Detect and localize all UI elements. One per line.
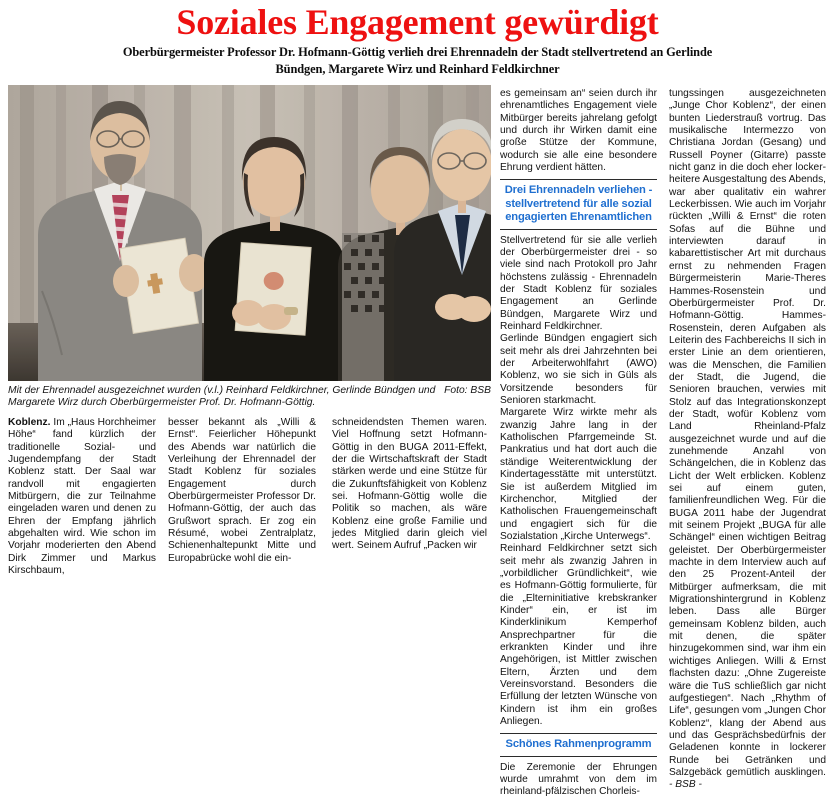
paragraph	[8, 417, 156, 577]
text-column-3	[332, 417, 487, 553]
paragraph: Reinhard Feldkirchner setzt sich seit mehr als zwanzig Jahren in „vorbildlicher Gründlichkeit“, wie es Hofmann-Göttig formulierte, für die „Elterninitiative krebskranker Kinder“ ein, er ist im Kinderklinikum Kemperhof Ansprechpartner für die erkrankten Kinder und ihre Angehörigen, ist Mittler zwischen Eltern, Ärzten und dem Vereinsvorstand. Besonders die Erfüllung der letzten Wünsche von Kindern ist ihm ein großes Anliegen.	[500, 543, 657, 728]
section-heading-rahmenprogramm: Schönes Rahmenprogramm	[500, 733, 657, 756]
section-heading-ehrennadeln: Drei Ehrennadeln verliehen - stellvertretend für alle sozial engagierten Ehrenamtlichen	[500, 179, 657, 229]
column-5-body: tungssingen ausgezeichneten „Junge Chor Koblenz“, der einen bunten Liederstrauß vortrug. Das musikalische Intermezzo von Christiana Jordan (Gesang) und Russell Poyner (Gitarre) passte nicht ganz in die doch eher locker-heitere Ausgestaltung des Abends, war aber qualitativ ein wahrer Leckerbissen. Wie auch im Vorjahr rückten „Willi & Ernst“ die roten Sofas auf die Bühne und interviewten darauf in kabarettistischer Art mit durchaus ernst zu nehmenden Fragen Bürgermeisterin Marie-Theres Hammes-Rosenstein und Oberbürgermeister Prof. Dr. Hofmann-Göttig. Hammes-Rosenstein, deren Aufgaben als Leiterin des Fachbereichs II sich in erster Linie an dem orientieren, was die Menschen, die Familien der Stadt, die Jugend, die Senioren brauchen, verwies mit Stolz auf das Integrationskonzept der Stadt, wofür Koblenz vom Land Rheinland-Pfalz ausgezeichnet wurde und auf die zunehmende Anzahl von Schängelchen, die in Koblenz das Licht der Welt erblicken. Koblenz sei auf einem guten, familienfreundlichen Weg. Für die BUGA 2011 habe der Jugendrat mit seinem Projekt „BUGA für alle Schängel“ einen wichtigen Beitrag geleistet. Der Oberbürgermeister machte in dem Interview auch auf den 25 Prozent-Anteil der Mitbürger aufmerksam, die mit Migrationshintergrund in Koblenz leben. Dass alle Bürger gemeinsam Koblenz bilden, auch mit denen, die später hinzugekommen sind, war ihm ein wichtiges Anliegen. Willi & Ernst flachsten dazu: „Ohne Zugereiste wäre die TuS schließlich gar nicht aufgestiegen“. Nach „Rhythm of Life“, gesungen vom „Jungen Chor Koblenz“, klang der Abend aus und das Gesprächsbedürfnis der Geladenen konnte in lockerer Runde bei Getränken und Salzgebäck gemütlich ausklingen.	[669, 88, 826, 778]
photo-credit: Foto: BSB	[444, 385, 491, 396]
paragraph: schneidendsten Themen waren. Viel Hoffnung setzt Hofmann-Göttig in den BUGA 2011-Effekt, der die Wirtschaftskraft der Stadt stärken werde und eine Stütze für die Zukunftsfähigkeit von Koblenz sei. Hofmann-Göttig wolle die Politik so machen, als wäre Koblenz eine große Familie und jedes Mitglied darin gleich viel wert. Seinem Aufruf „Packen wir	[332, 417, 487, 552]
text-column-4	[500, 88, 657, 799]
paragraph: Die Zeremonie der Ehrungen wurde umrahmt von dem im rheinland-pfälzischen Chorleis-	[500, 761, 657, 798]
article-signoff: - BSB -	[669, 779, 702, 791]
dateline: Koblenz.	[8, 417, 51, 428]
paragraph: Gerlinde Bündgen engagiert sich seit mehr als drei Jahrzehnten bei der Arbeiterwohlfahrt (AWO) Koblenz, wo sie sich in Güls als Vorsitzende besonders für Senioren starkmacht.	[500, 333, 657, 407]
paragraph: Stellvertretend für sie alle verlieh der Oberbürgermeister drei - so viele sind nach Protokoll pro Jahr höchstens zulässig - Ehrennadeln der Stadt Koblenz für soziales Engagement an Gerlinde Bündgen, Margarete Wirz und Reinhard Feldkirchner.	[500, 234, 657, 333]
text-column-2	[168, 417, 316, 565]
text-column-5	[669, 88, 826, 792]
photo-graphic	[8, 85, 491, 381]
page-title: Soziales Engagement gewürdigt	[176, 2, 659, 42]
photo-caption	[8, 385, 491, 410]
paragraph: es gemeinsam an“ seien durch ihr ehrenamtliches Engagement viele Mitbürger bereits jahrelang gefolgt und durch ihr Wirken damit eine große Stütze der Kommune, wodurch sie alle eine besondere Ehrung verdient hätten.	[500, 88, 657, 174]
photo-caption-text: Mit der Ehrennadel ausgezeichnet wurden (v.l.) Reinhard Feldkirchner, Gerlinde Bündgen und Margarete Wirz durch Oberbürgermeister Prof. Dr. Hofmann-Göttig.	[8, 385, 436, 409]
paragraph: besser bekannt als „Willi & Ernst“. Feierlicher Höhepunkt des Abends war natürlich die Verleihung der Ehrennadel der Stadt Koblenz für soziales Engagement durch Oberbürgermeister Professor Dr. Hofmann-Göttig, der auch das Grußwort sprach. Er zog ein Résumé, wobei Zentralplatz, Schienenhaltepunkt Mitte und Europabrücke wohl die ein-	[168, 417, 316, 564]
article-subheadline: Oberbürgermeister Professor Dr. Hofmann-Göttig verlieh drei Ehrennadeln der Stadt stellvertretend an Gerlinde Bündgen, Margarete Wirz und Reinhard Feldkirchner	[122, 45, 713, 76]
article-photo	[8, 85, 491, 381]
paragraph: Margarete Wirz wirkte mehr als zwanzig Jahre lang in der Katholischen Pfarrgemeinde St. Pankratius und hat dort auch die ständige Weiterentwicklung der Kindertagesstätte mit unterstützt. Sie ist außerdem Mitglied im Kirchenchor, Mitglied der Katholischen Frauengemeinschaft und engagiert sich für die Sozialstation „Kirche Unterwegs“.	[500, 407, 657, 542]
paragraph	[669, 88, 826, 792]
column-1-body: Im „Haus Horchheimer Höhe“ fand kürzlich der traditionelle Sozial- und Jugendempfang der Stadt Koblenz statt. Der Saal war randvoll mit engagierten Mitbürgern, die zur Teilnahme eingeladen waren und denen zu Ehren der Empfang jährlich abgehalten wird. Wie schon im Vorjahr moderierten den Abend Dirk Zimmer und Markus Kirschbaum,	[8, 417, 156, 577]
text-column-1	[8, 417, 156, 577]
